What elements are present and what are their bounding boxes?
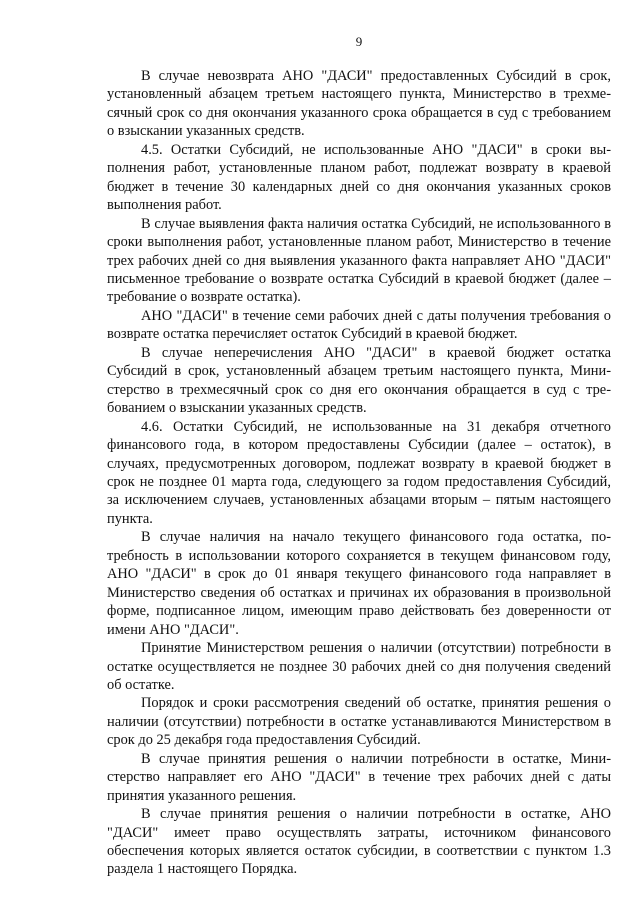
paragraph-5: В случае неперечисления АНО "ДАСИ" в краевой бюджет остатка Субсидий в срок, установленный абзацем третьим настоящего пункта, Министерство в трехмесячный срок со дня его окончания обращается в суд с требованием о взыскании указанных средств. <box>107 344 611 417</box>
paragraph-4: АНО "ДАСИ" в течение семи рабочих дней с даты получения требования о возврате остатка перечисляет остаток Субсидий в краевой бюджет. <box>107 307 611 343</box>
paragraph-1: В случае невозврата АНО "ДАСИ" предоставленных Субсидий в срок, установленный абзацем третьем настоящего пункта, Министерство в трехмесячный срок со дня окончания указанного срока обращается в суд с требованием о взыскании указанных средств. <box>107 68 611 140</box>
paragraph-11: В случае принятия решения о наличии потребности в остатке, АНО "ДАСИ" имеет право осуществлять затраты, источником финансового обеспечения которых является остаток субсидии, в соответствии с пунктом 1.3 раздела 1 настоящего Порядка. <box>107 806 611 878</box>
paragraph-2: 4.5. Остатки Субсидий, не использованные АНО "ДАСИ" в сроки выполнения работ, установленные планом работ, подлежат возврату в краевой бюджет в течение 30 календарных дней со дня окончания указанных сроков выполнения работ. <box>107 141 611 214</box>
paragraph-8: Принятие Министерством решения о наличии (отсутствии) потребности в остатке осуществляется не позднее 30 рабочих дней со дня получения сведений об остатке. <box>107 640 611 693</box>
paragraph-9: Порядок и сроки рассмотрения сведений об остатке, принятия решения о наличии (отсутствии) потребности в остатке устанавливаются Министерством в срок до 25 декабря года предоставления Субсидий. <box>107 695 611 749</box>
paragraph-6: 4.6. Остатки Субсидий, не использованные на 31 декабря отчетного финансового года, в котором предоставлены Субсидии (далее – остаток), в случаях, предусмотренных договором, подлежат возврату в краевой бюджет в срок не позднее 01 марта года, следующего за годом предоставления Субсидий, за исключением случаев, установленных абзацами вторым – пятым настоящего пункта. <box>107 418 611 527</box>
paragraph-3: В случае выявления факта наличия остатка Субсидий, не использованного в сроки выполнения работ, установленные планом работ, Министерство в течение трех рабочих дней со дня выявления указанного факта направляет АНО "ДАСИ" письменное требование о возврате остатка Субсидий в краевой бюджет (далее – требование о возврате остатка). <box>107 215 611 306</box>
page-number: 9 <box>355 34 363 49</box>
paragraph-7: В случае наличия на начало текущего финансового года остатка, потребность в использовании которого сохраняется в текущем финансовом году, АНО "ДАСИ" в срок до 01 января текущего финансового года направляет в Министерство сведения об остатках и причинах их образования в произвольной форме, подписанное лицом, имеющим право действовать без доверенности от имени АНО "ДАСИ". <box>107 529 611 638</box>
paragraph-10: В случае принятия решения о наличии потребности в остатке, Министерство направляет его АНО "ДАСИ" в течение трех рабочих дней с даты принятия указанного решения. <box>107 750 611 804</box>
